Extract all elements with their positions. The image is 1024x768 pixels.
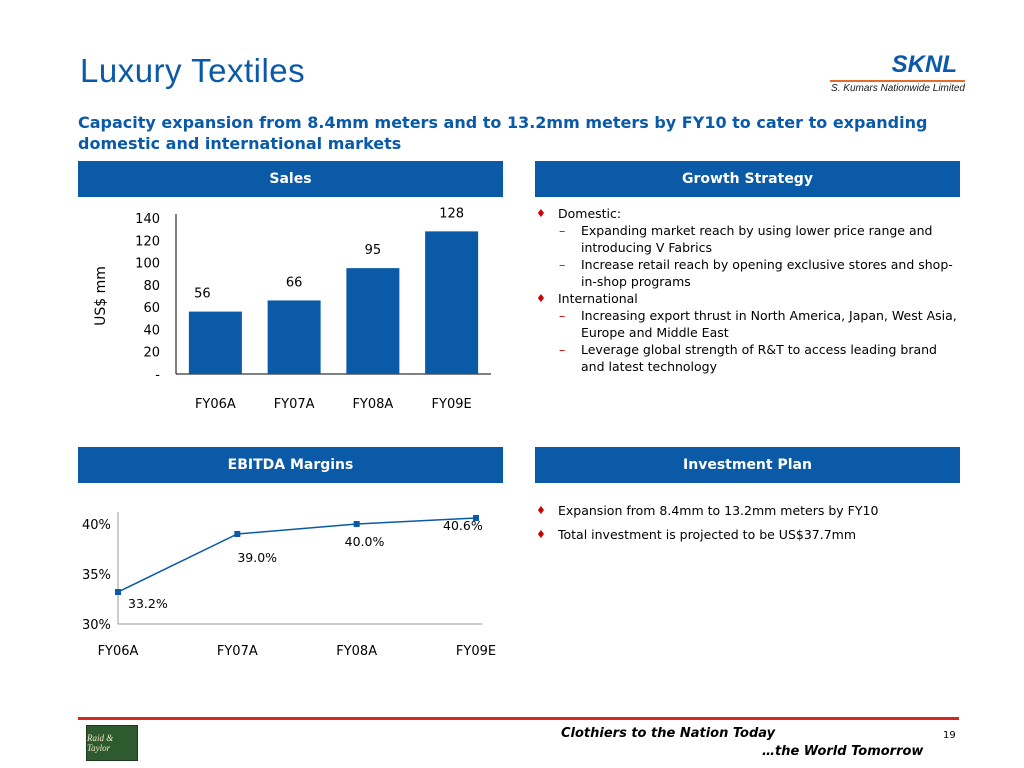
x-tick-label: FY08A bbox=[336, 644, 378, 659]
page-number: 19 bbox=[943, 730, 956, 741]
data-point bbox=[354, 521, 360, 527]
data-label: 40.6% bbox=[443, 518, 483, 533]
data-label: 39.0% bbox=[237, 550, 278, 565]
y-tick-label: 20 bbox=[143, 345, 160, 361]
data-label: 56 bbox=[194, 286, 211, 302]
y-tick-label: 140 bbox=[135, 212, 160, 227]
y-tick-label: 40% bbox=[82, 518, 111, 533]
dash-bullet-icon: – bbox=[559, 223, 566, 238]
x-tick-label: FY09E bbox=[455, 644, 497, 659]
bar bbox=[425, 231, 478, 374]
page-title: Luxury Textiles bbox=[80, 52, 306, 89]
bar bbox=[268, 300, 321, 374]
footer-tagline-primary: Clothiers to the Nation Today bbox=[561, 726, 776, 741]
growth-subbullet: – Leverage global strength of R&T to access leading brand and latest technology bbox=[559, 342, 937, 374]
growth-subbullet: – Increasing export thrust in North America, Japan, West Asia, Europe and Middle East bbox=[559, 308, 957, 340]
growth-subbullet: – Expanding market reach by using lower price range and introducing V Fabrics bbox=[559, 223, 933, 255]
dash-bullet-icon: – bbox=[559, 257, 566, 272]
y-axis-label: US$ mm bbox=[93, 266, 109, 326]
raid-taylor-logo: Raid & Taylor bbox=[86, 725, 138, 761]
ebitda-panel-title: EBITDA Margins bbox=[227, 457, 354, 473]
x-tick-label: FY06A bbox=[194, 397, 236, 412]
data-label: 95 bbox=[364, 243, 382, 259]
sales-bar-chart bbox=[78, 200, 503, 425]
growth-bullet-international: ♦ International bbox=[536, 291, 638, 306]
diamond-bullet-icon: ♦ bbox=[536, 207, 546, 220]
data-label: 40.0% bbox=[344, 534, 385, 549]
y-tick-label: 60 bbox=[143, 301, 160, 317]
diamond-bullet-icon: ♦ bbox=[536, 292, 546, 305]
company-logo bbox=[830, 52, 965, 94]
diamond-bullet-icon: ♦ bbox=[536, 504, 546, 517]
y-tick-label: 30% bbox=[82, 618, 111, 633]
investment-bullet: ♦ Expansion from 8.4mm to 13.2mm meters by FY10 bbox=[536, 499, 964, 523]
data-label: 128 bbox=[439, 206, 465, 222]
data-label: 66 bbox=[285, 275, 303, 291]
investment-plan-list bbox=[536, 499, 964, 547]
x-tick-label: FY09E bbox=[431, 397, 472, 412]
logo-mark: SKNL bbox=[891, 51, 957, 78]
growth-panel-header bbox=[535, 161, 960, 197]
y-tick-label: 100 bbox=[135, 256, 160, 272]
ebitda-series-line bbox=[118, 518, 476, 592]
logo-rule bbox=[830, 80, 965, 82]
y-tick-label: - bbox=[155, 368, 160, 383]
y-tick-label: 35% bbox=[82, 568, 111, 583]
investment-panel-title: Investment Plan bbox=[683, 457, 812, 473]
bar bbox=[189, 312, 242, 374]
ebitda-panel-header bbox=[78, 447, 503, 483]
investment-bullet: ♦ Total investment is projected to be US$37.7mm bbox=[536, 523, 964, 547]
dash-bullet-icon: – bbox=[559, 342, 566, 357]
growth-panel-title: Growth Strategy bbox=[682, 171, 813, 187]
x-tick-label: FY08A bbox=[352, 397, 394, 412]
sales-panel-title: Sales bbox=[269, 171, 312, 187]
footer-tagline-secondary: …the World Tomorrow bbox=[762, 744, 924, 759]
logo-subtitle: S. Kumars Nationwide Limited bbox=[831, 83, 965, 94]
sales-panel-header bbox=[78, 161, 503, 197]
growth-bullet-domestic: ♦ Domestic: bbox=[536, 206, 622, 221]
diamond-bullet-icon: ♦ bbox=[536, 528, 546, 541]
ebitda-line-chart bbox=[78, 490, 503, 670]
x-tick-label: FY06A bbox=[97, 644, 139, 659]
footer-divider bbox=[78, 717, 959, 720]
investment-panel-header bbox=[535, 447, 960, 483]
x-tick-label: FY07A bbox=[216, 644, 258, 659]
y-tick-label: 80 bbox=[143, 278, 160, 294]
page-subtitle: Capacity expansion from 8.4mm meters and to 13.2mm meters by FY10 to cater to expanding domestic and international markets bbox=[78, 113, 928, 153]
data-point bbox=[115, 589, 121, 595]
data-label: 33.2% bbox=[128, 596, 168, 611]
dash-bullet-icon: – bbox=[559, 308, 566, 323]
data-point bbox=[234, 531, 240, 537]
growth-subbullet: – Increase retail reach by opening exclusive stores and shop-in-shop programs bbox=[559, 257, 953, 289]
x-tick-label: FY07A bbox=[273, 397, 315, 412]
y-tick-label: 120 bbox=[135, 234, 160, 250]
bar bbox=[346, 268, 399, 374]
y-tick-label: 40 bbox=[143, 323, 160, 339]
growth-strategy-list bbox=[536, 205, 964, 375]
